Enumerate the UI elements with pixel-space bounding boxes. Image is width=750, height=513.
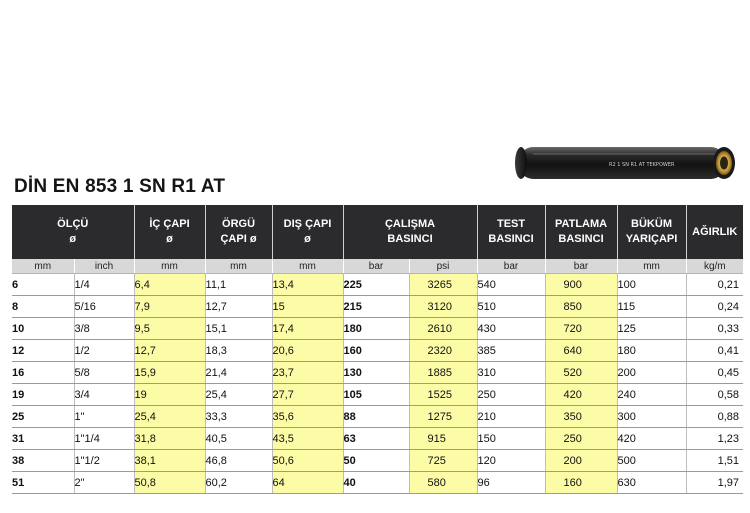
table-row [12, 362, 743, 384]
table-cell: 540 [477, 274, 545, 296]
table-cell: 430 [477, 318, 545, 340]
table-cell: 10 [12, 318, 74, 340]
table-cell: 50,6 [272, 450, 343, 472]
table-cell: 900 [545, 274, 617, 296]
table-cell: 1525 [409, 384, 477, 406]
table-row [12, 296, 743, 318]
table-cell: 43,5 [272, 428, 343, 450]
column-header: İÇ ÇAPI ø [134, 205, 205, 259]
table-row [12, 384, 743, 406]
table-cell: 200 [617, 362, 686, 384]
table-cell: 310 [477, 362, 545, 384]
table-cell: 0,58 [686, 384, 743, 406]
table-cell: 0,24 [686, 296, 743, 318]
table-cell: 1,23 [686, 428, 743, 450]
table-cell: 100 [617, 274, 686, 296]
table-cell: 19 [12, 384, 74, 406]
hose-marking: R2 1 SN R1 AT TEKPOWER [609, 162, 675, 168]
unit-cell: bar [545, 259, 617, 274]
table-cell: 25,4 [205, 384, 272, 406]
table-cell: 60,2 [205, 472, 272, 494]
table-cell: 5/16 [74, 296, 134, 318]
table-cell: 50 [343, 450, 409, 472]
column-header: PATLAMA BASINCI [545, 205, 617, 259]
unit-cell: bar [343, 259, 409, 274]
column-header: BÜKÜM YARIÇAPI [617, 205, 686, 259]
table-cell: 40,5 [205, 428, 272, 450]
table-cell: 15,1 [205, 318, 272, 340]
table-cell: 215 [343, 296, 409, 318]
table-cell: 850 [545, 296, 617, 318]
table-cell: 11,1 [205, 274, 272, 296]
table-cell: 38 [12, 450, 74, 472]
table-cell: 630 [617, 472, 686, 494]
table-cell: 180 [343, 318, 409, 340]
table-cell: 46,8 [205, 450, 272, 472]
table-cell: 180 [617, 340, 686, 362]
table-row [12, 472, 743, 494]
table-cell: 210 [477, 406, 545, 428]
table-cell: 12,7 [205, 296, 272, 318]
table-cell: 150 [477, 428, 545, 450]
table-cell: 63 [343, 428, 409, 450]
column-header: AĞIRLIK [686, 205, 743, 259]
table-cell: 300 [617, 406, 686, 428]
table-cell: 1275 [409, 406, 477, 428]
table-cell: 915 [409, 428, 477, 450]
table-cell: 125 [617, 318, 686, 340]
unit-cell: mm [617, 259, 686, 274]
table-cell: 130 [343, 362, 409, 384]
table-cell: 88 [343, 406, 409, 428]
table-cell: 250 [545, 428, 617, 450]
table-cell: 240 [617, 384, 686, 406]
table-cell: 350 [545, 406, 617, 428]
table-cell: 12 [12, 340, 74, 362]
table-cell: 115 [617, 296, 686, 318]
table-cell: 50,8 [134, 472, 205, 494]
table-cell: 725 [409, 450, 477, 472]
table-cell: 1"1/2 [74, 450, 134, 472]
table-cell: 2610 [409, 318, 477, 340]
table-cell: 25,4 [134, 406, 205, 428]
table-cell: 2" [74, 472, 134, 494]
column-header: ÖRGÜ ÇAPI ø [205, 205, 272, 259]
hose-spec-table [12, 205, 743, 494]
unit-cell: psi [409, 259, 477, 274]
table-row [12, 450, 743, 472]
table-row [12, 428, 743, 450]
table-cell: 15 [272, 296, 343, 318]
table-cell: 20,6 [272, 340, 343, 362]
table-cell: 120 [477, 450, 545, 472]
table-cell: 0,41 [686, 340, 743, 362]
table-row [12, 406, 743, 428]
header-row [12, 205, 743, 259]
table-cell: 23,7 [272, 362, 343, 384]
table-cell: 33,3 [205, 406, 272, 428]
table-cell: 420 [617, 428, 686, 450]
table-cell: 15,9 [134, 362, 205, 384]
table-cell: 12,7 [134, 340, 205, 362]
table-cell: 1"1/4 [74, 428, 134, 450]
table-cell: 64 [272, 472, 343, 494]
unit-cell: mm [12, 259, 74, 274]
table-cell: 9,5 [134, 318, 205, 340]
table-cell: 35,6 [272, 406, 343, 428]
table-cell: 38,1 [134, 450, 205, 472]
table-row [12, 274, 743, 296]
table-cell: 1,51 [686, 450, 743, 472]
table-cell: 510 [477, 296, 545, 318]
table-cell: 31 [12, 428, 74, 450]
table-cell: 1,97 [686, 472, 743, 494]
table-cell: 0,21 [686, 274, 743, 296]
table-cell: 3265 [409, 274, 477, 296]
table-cell: 13,4 [272, 274, 343, 296]
table-cell: 1" [74, 406, 134, 428]
column-header: DIŞ ÇAPI ø [272, 205, 343, 259]
table-cell: 96 [477, 472, 545, 494]
table-cell: 27,7 [272, 384, 343, 406]
table-cell: 225 [343, 274, 409, 296]
unit-cell: mm [205, 259, 272, 274]
table-cell: 3/8 [74, 318, 134, 340]
unit-cell: mm [134, 259, 205, 274]
table-cell: 2320 [409, 340, 477, 362]
unit-cell: bar [477, 259, 545, 274]
table-cell: 6,4 [134, 274, 205, 296]
table-cell: 385 [477, 340, 545, 362]
table-cell: 31,8 [134, 428, 205, 450]
page-title: DİN EN 853 1 SN R1 AT [14, 176, 226, 197]
table-cell: 500 [617, 450, 686, 472]
table-cell: 105 [343, 384, 409, 406]
table-cell: 5/8 [74, 362, 134, 384]
table-body [12, 274, 743, 494]
table-cell: 0,88 [686, 406, 743, 428]
table-cell: 720 [545, 318, 617, 340]
column-header: ÖLÇÜ ø [12, 205, 134, 259]
table-cell: 16 [12, 362, 74, 384]
column-header: ÇALIŞMA BASINCI [343, 205, 477, 259]
table-cell: 0,33 [686, 318, 743, 340]
hose-product-image [513, 144, 743, 182]
table-cell: 520 [545, 362, 617, 384]
table-cell: 1885 [409, 362, 477, 384]
table-cell: 420 [545, 384, 617, 406]
table-row [12, 340, 743, 362]
table-cell: 640 [545, 340, 617, 362]
table-cell: 160 [545, 472, 617, 494]
table-cell: 8 [12, 296, 74, 318]
table-cell: 200 [545, 450, 617, 472]
table-cell: 18,3 [205, 340, 272, 362]
table-cell: 1/4 [74, 274, 134, 296]
table-cell: 51 [12, 472, 74, 494]
table-cell: 1/2 [74, 340, 134, 362]
unit-cell: kg/m [686, 259, 743, 274]
column-header: TEST BASINCI [477, 205, 545, 259]
table-cell: 6 [12, 274, 74, 296]
table-cell: 3120 [409, 296, 477, 318]
table-cell: 17,4 [272, 318, 343, 340]
table-cell: 40 [343, 472, 409, 494]
unit-cell: inch [74, 259, 134, 274]
unit-cell: mm [272, 259, 343, 274]
table-cell: 580 [409, 472, 477, 494]
table-cell: 0,45 [686, 362, 743, 384]
table-cell: 21,4 [205, 362, 272, 384]
table-cell: 7,9 [134, 296, 205, 318]
table-cell: 3/4 [74, 384, 134, 406]
table-cell: 160 [343, 340, 409, 362]
table-row [12, 318, 743, 340]
unit-row [12, 259, 743, 274]
table-cell: 19 [134, 384, 205, 406]
table-cell: 250 [477, 384, 545, 406]
table-cell: 25 [12, 406, 74, 428]
